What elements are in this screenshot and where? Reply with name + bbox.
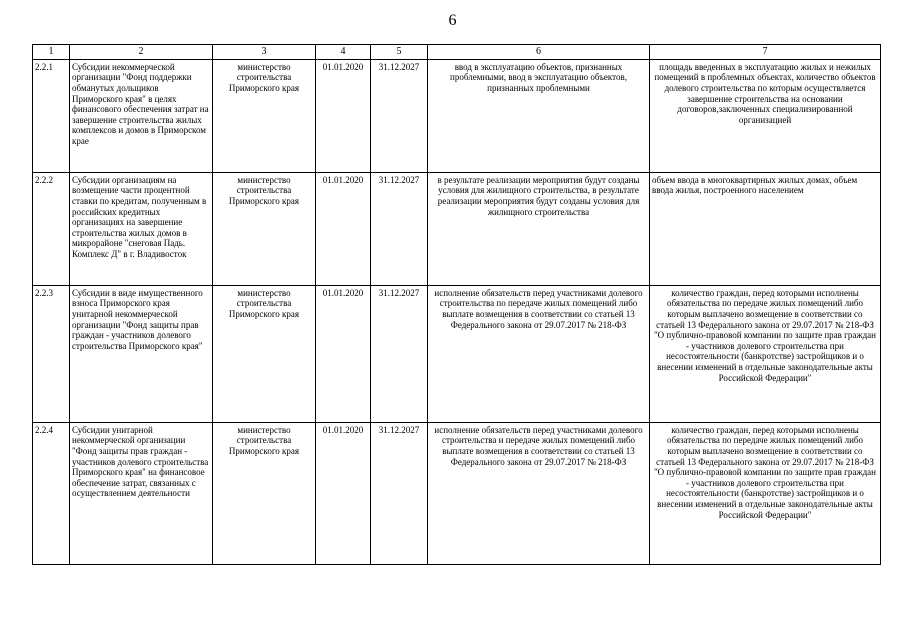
header-cell: 5 bbox=[371, 45, 428, 60]
row-number-cell: 2.2.4 bbox=[33, 422, 70, 564]
end-date-cell: 31.12.2027 bbox=[371, 59, 428, 172]
measure-name-cell: Субсидии унитарной некоммерческой организации "Фонд защиты прав граждан - участников долевого строительства Приморского края" на финансовое обеспечение затрат, связанных с осуществлением деятельности bbox=[70, 422, 213, 564]
table-row bbox=[33, 285, 881, 422]
start-date-cell: 01.01.2020 bbox=[316, 59, 371, 172]
header-cell: 3 bbox=[213, 45, 316, 60]
indicator-cell: объем ввода в многоквартирных жилых домах, объем ввода жилья, построенного населением bbox=[650, 172, 881, 285]
measure-name-cell: Субсидии некоммерческой организации "Фонд поддержки обманутых дольщиков Приморского края" в целях финансового обеспечения затрат на завершение строительства жилых комплексов и домов в Приморском крае bbox=[70, 59, 213, 172]
start-date-cell: 01.01.2020 bbox=[316, 285, 371, 422]
start-date-cell: 01.01.2020 bbox=[316, 172, 371, 285]
table-row bbox=[33, 422, 881, 564]
expected-result-cell: в результате реализации мероприятия будут созданы условия для жилищного строительства, в результате реализации мероприятия будут созданы условия для жилищного строительства bbox=[428, 172, 650, 285]
program-measures-table bbox=[32, 44, 881, 565]
executor-cell: министерство строительства Приморского края bbox=[213, 59, 316, 172]
header-cell: 6 bbox=[428, 45, 650, 60]
header-cell: 1 bbox=[33, 45, 70, 60]
measure-name-cell: Субсидии в виде имущественного взноса Приморского края унитарной некоммерческой организации "Фонд защиты прав граждан - участников долевого строительства Приморского края" bbox=[70, 285, 213, 422]
measure-name-cell: Субсидии организациям на возмещение части процентной ставки по кредитам, полученным в российских кредитных организациях на завершение строительства жилых домов в микрорайоне "снеговая Падь. Комплекс Д" в г. Владивосток bbox=[70, 172, 213, 285]
expected-result-cell: исполнение обязательств перед участниками долевого строительства по передаче жилых помещений либо выплате возмещения в соответствии со статьей 13 Федерального закона от 29.07.2017 № 218-ФЗ bbox=[428, 285, 650, 422]
table-row bbox=[33, 59, 881, 172]
end-date-cell: 31.12.2027 bbox=[371, 285, 428, 422]
expected-result-cell: ввод в эксплуатацию объектов, признанных проблемными, ввод в эксплуатацию объектов, признанных проблемными bbox=[428, 59, 650, 172]
executor-cell: министерство строительства Приморского края bbox=[213, 172, 316, 285]
end-date-cell: 31.12.2027 bbox=[371, 172, 428, 285]
row-number-cell: 2.2.2 bbox=[33, 172, 70, 285]
expected-result-cell: исполнение обязательств перед участниками долевого строительства и передаче жилых помещений либо выплате возмещения в соответствии со статьей 13 Федерального закона от 29.07.2017 № 218-ФЗ bbox=[428, 422, 650, 564]
row-number-cell: 2.2.1 bbox=[33, 59, 70, 172]
indicator-cell: количество граждан, перед которыми исполнены обязательства по передаче жилых помещений либо которым выплачено возмещение в соответствии со статьей 13 Федерального закона от 29.07.2017 № 218-ФЗ "О публично-правовой компании по защите прав граждан - участников долевого строительства при несостоятельности (банкротстве) застройщиков и о внесении изменений в отдельные законодательные акты Российской Федерации" bbox=[650, 422, 881, 564]
table-row bbox=[33, 172, 881, 285]
header-cell: 7 bbox=[650, 45, 881, 60]
row-number-cell: 2.2.3 bbox=[33, 285, 70, 422]
end-date-cell: 31.12.2027 bbox=[371, 422, 428, 564]
indicator-cell: площадь введенных в эксплуатацию жилых и нежилых помещений в проблемных объектах, количество объектов долевого строительства по которым осуществляется завершение строительства на основании договоров,заключенных специализированной организацией bbox=[650, 59, 881, 172]
header-cell: 4 bbox=[316, 45, 371, 60]
page-number: 6 bbox=[448, 12, 457, 29]
start-date-cell: 01.01.2020 bbox=[316, 422, 371, 564]
table-header-row bbox=[33, 45, 881, 60]
executor-cell: министерство строительства Приморского края bbox=[213, 285, 316, 422]
header-cell: 2 bbox=[70, 45, 213, 60]
indicator-cell: количество граждан, перед которыми исполнены обязательства по передаче жилых помещений либо которым выплачено возмещение в соответствии со статьей 13 Федерального закона от 29.07.2017 № 218-ФЗ "О публично-правовой компании по защите прав граждан - участников долевого строительства при несостоятельности (банкротстве) застройщиков и о внесении изменений в отдельные законодательные акты Российской Федерации" bbox=[650, 285, 881, 422]
executor-cell: министерство строительства Приморского края bbox=[213, 422, 316, 564]
